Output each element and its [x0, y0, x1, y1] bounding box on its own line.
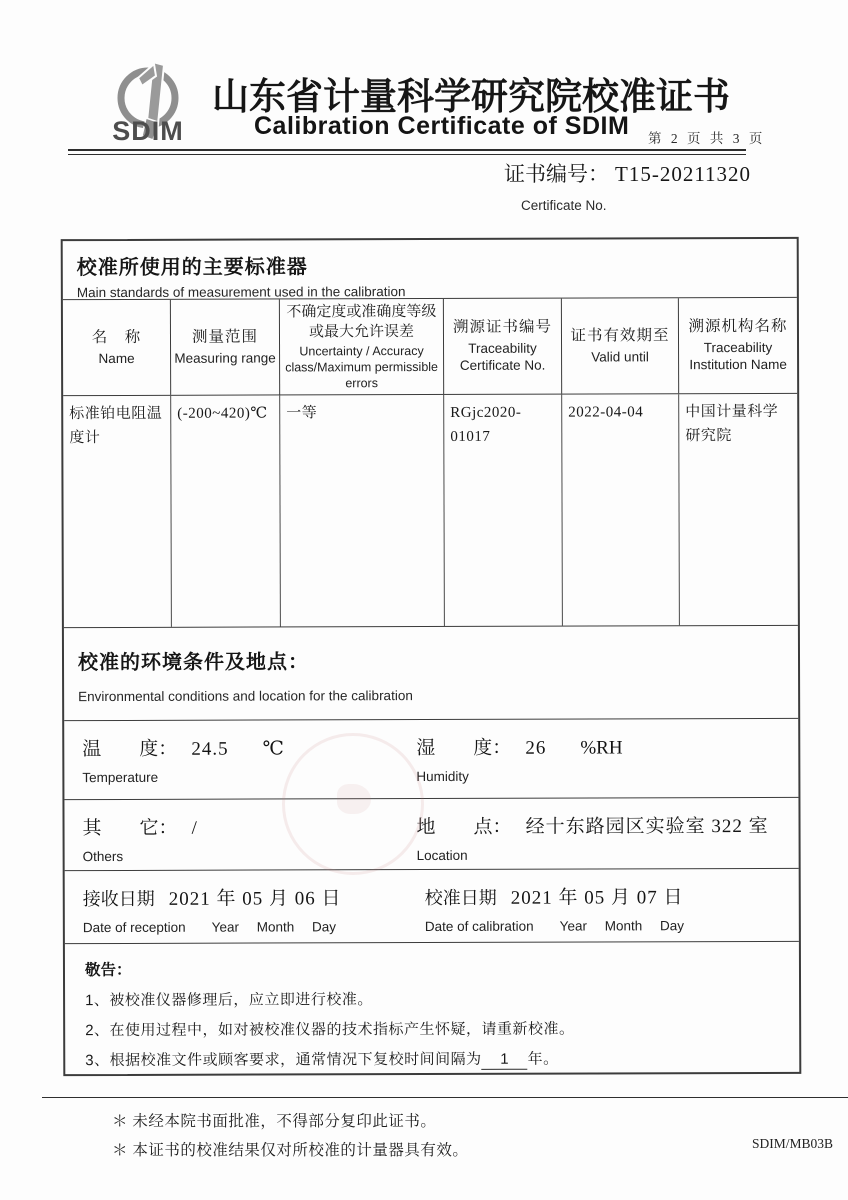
notice-section [65, 942, 799, 1071]
environment-title-en: Environmental conditions and location for the calibration [78, 688, 413, 705]
certificate-no-label-en: Certificate No. [521, 198, 607, 213]
temperature-unit: ℃ [262, 738, 284, 760]
others-location-row [64, 798, 798, 871]
footer-notes [112, 1108, 468, 1165]
certificate-no-value: T15-20211320 [615, 162, 752, 186]
temperature-field [82, 720, 284, 799]
reception-date-value: 2021 年 05 月 06 日 [168, 888, 342, 910]
standards-title-cn: 校准所使用的主要标准器 [76, 256, 308, 280]
calibration-date-field [425, 869, 684, 942]
dates-row [65, 869, 799, 944]
cell-valid-until: 2022-04-04 [562, 394, 680, 625]
footer-rule [42, 1097, 848, 1098]
location-label-en: Location [416, 847, 468, 864]
cell-measuring-range: (-200~420)℃ [171, 395, 281, 626]
humidity-field [416, 719, 622, 798]
location-label: 地 点： [416, 816, 512, 839]
main-table [61, 237, 802, 1076]
notice-item-3-suffix: 年。 [527, 1050, 559, 1068]
reception-date-label-en: Date of reception [82, 919, 186, 936]
column-header-measuring-range: 测量范围 Measuring range [171, 299, 280, 394]
column-header-traceability-institution: 溯源机构名称 Traceability Institution Name [688, 318, 788, 373]
notice-item-3 [85, 1047, 779, 1071]
header-rule [68, 149, 746, 155]
calibration-date-label-en: Date of calibration [424, 918, 534, 935]
cell-traceability-cert-no: RGjc2020-01017 [444, 395, 563, 626]
humidity-value: 26 [525, 737, 547, 759]
reception-date-field [83, 870, 342, 943]
others-field [82, 800, 198, 870]
calibration-date-units-en: Year Month Day [559, 918, 684, 934]
location-field [416, 798, 768, 869]
others-value: / [191, 817, 198, 839]
environment-section-header [64, 626, 798, 721]
reception-date-units-en: Year Month Day [211, 919, 336, 935]
column-header-uncertainty: 不确定度或准确度等级或最大允许误差 Uncertainty / Accuracy class/Maximum permissible errors [280, 299, 444, 395]
footer-note-2: ＊ 本证书的校准结果仅对所校准的计量器具有效。 [112, 1141, 469, 1159]
humidity-unit: %RH [580, 737, 623, 759]
column-header-name: 名 称 Name [63, 300, 171, 395]
standards-title-en: Main standards of measurement used in the calibration [76, 284, 406, 301]
others-label-en: Others [82, 848, 124, 865]
humidity-label-en: Humidity [416, 768, 469, 785]
column-header-traceability-cert-no: 溯源证书编号 Traceability Certificate No. [444, 299, 562, 394]
temperature-label-en: Temperature [82, 769, 159, 786]
humidity-label: 湿 度： [416, 737, 512, 760]
reception-date-label: 接收日期 [82, 888, 155, 910]
standards-section-header [63, 239, 797, 300]
notice-title: 敬告： [84, 961, 132, 980]
certificate-title-en: Calibration Certificate of SDIM [254, 112, 630, 140]
certificate-number-line [504, 158, 751, 188]
standards-table-header-row [63, 298, 797, 396]
notice-item-2: 2、在使用过程中，如对被校准仪器的技术指标产生怀疑，请重新校准。 [85, 1020, 575, 1040]
column-header-valid-until: 证书有效期至 Valid until [562, 298, 679, 393]
environment-title-cn: 校准的环境条件及地点： [77, 651, 310, 675]
form-code: SDIM/MB03B [752, 1136, 834, 1151]
others-label: 其 它： [82, 817, 178, 840]
certificate-no-label: 证书编号： [504, 162, 609, 186]
standards-table-data-row [63, 394, 798, 628]
calibration-date-label: 校准日期 [424, 887, 497, 909]
location-value: 经十东路园区实验室 322 室 [525, 815, 769, 838]
temperature-value: 24.5 [191, 738, 229, 760]
logo-text: SDIM [112, 116, 184, 146]
calibration-date-value: 2021 年 05 月 07 日 [510, 887, 684, 909]
notice-item-1: 1、被校准仪器修理后，应立即进行校准。 [85, 991, 373, 1010]
temperature-label: 温 度： [82, 738, 178, 761]
notice-item-3-prefix: 3、根据校准文件或顾客要求，通常情况下复校时间间隔为 [85, 1050, 482, 1070]
certificate-title-cn: 山东省计量科学研究院校准证书 [212, 77, 730, 118]
temperature-humidity-row [64, 719, 798, 800]
footer-note-1: ＊ 未经本院书面批准，不得部分复印此证书。 [112, 1113, 437, 1130]
recalibration-interval-value: 1 [482, 1052, 528, 1070]
page-number: 第 2 页 共 3 页 [648, 131, 766, 146]
cell-standard-name: 标准铂电阻温度计 [63, 396, 172, 627]
cell-traceability-institution: 中国计量科学研究院 [685, 403, 779, 445]
cell-accuracy-class: 一等 [280, 395, 445, 627]
